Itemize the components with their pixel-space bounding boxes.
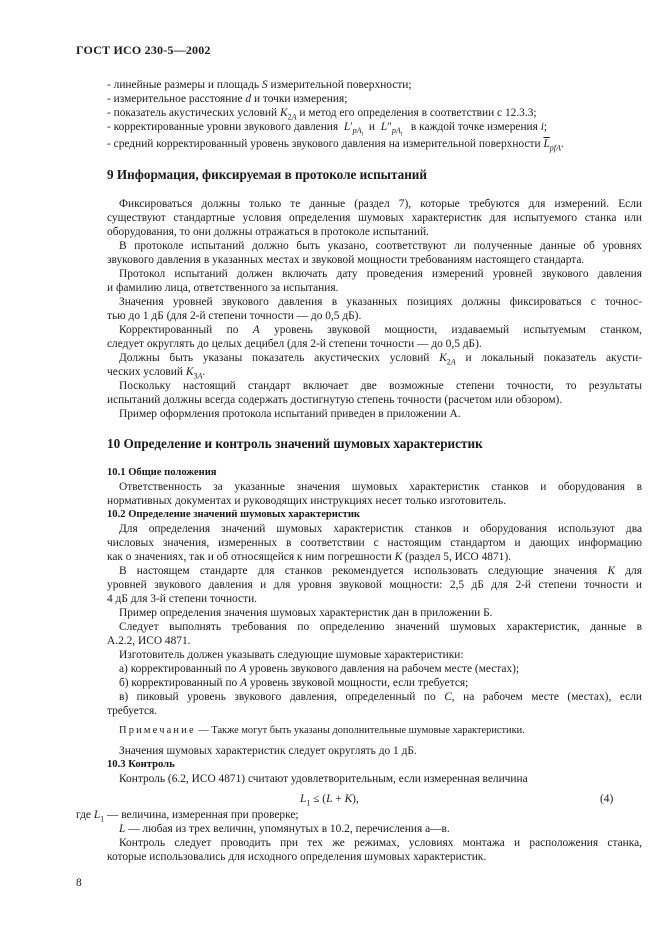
paragraph-line: А.2.2, ИСО 4871. [107,635,191,647]
paragraph-line: В протоколе испытаний должно быть указано, соответствуют ли полученные данные об уровнях [119,240,642,252]
paragraph-line: Для определения значений шумовых характеристик станков и оборудования используют два [119,523,642,535]
where-line: где $L_1$ — величина, измеренная при проверке; [76,809,299,824]
list-item-a: а) корректированный по A уровень звукового давления на рабочем месте (местах); [119,663,520,675]
paragraph-line: существуют стандартные условия определения шумовых характеристик для испытуемого станка или [107,212,642,224]
paragraph-line: и фамилию лица, ответственного за испытания. [107,282,339,294]
list-item-c-continuation: требуется. [107,705,158,717]
paragraph-line: Корректированный по A уровень звуковой мощности, издаваемый испытуемым станком, [119,324,642,336]
paragraph-line: Значения шумовых характеристик следует округлять до 1 дБ. [119,745,417,757]
paragraph-line: 4 дБ для 3-й степени точности. [107,593,258,605]
paragraph-line: Должны быть указаны показатель акустических условий $K_{2A}$ и локальный показатель акусти- [119,352,642,367]
paragraph-line: Контроль следует проводить при тех же режимах, условиях монтажа и расположения станка, [119,837,642,849]
paragraph-line: Изготовитель должен указывать следующие шумовые характеристики: [119,649,464,661]
paragraph-line: нормативных документах и руководящих инструкциях несет только изготовитель. [107,495,507,507]
note-label: Примечание [119,725,196,736]
paragraph-line: числовых значения, измеренных в соответствии с настоящим стандартом и дающих информацию [107,537,642,549]
paragraph-line: Поскольку настоящий стандарт включает две возможные степени точности, то результаты [119,380,642,392]
section-9-title: 9 Информация, фиксируемая в протоколе испытаний [107,167,428,182]
paragraph-line: звукового давления в указанных местах и звуковой мощности требованиям настоящего стандарта. [107,254,585,266]
paragraph-line: уровней звукового давления и для уровня звуковой мощности: 2,5 дБ для 2-й степени точности и [107,579,642,591]
page-number: 8 [76,877,82,889]
list-item-b: б) корректированный по A уровень звуковой мощности, если требуется; [119,677,469,689]
paragraph-line: испытаний должны всегда содержать достигнутую степень точности (расчетом или обзором). [107,394,563,406]
paragraph-line: оборудования, то они должны отражаться в протоколе испытаний. [107,226,429,238]
list-item-average-level: - средний корректированный уровень звукового давления на измерительной поверхности $\overline{L}_{pfA}$. [107,138,564,153]
paragraph-line: ческих условий $K_{3A}$. [107,366,206,381]
where-line: L — любая из трех величин, упомянутых в 10.2, перечисления а—в. [119,823,450,835]
list-item-acoustic-index: - показатель акустических условий $K_{2A}$ и метод его определения в соответствии с 12.3.3; [107,107,537,122]
list-item-corrected-levels: - корректированные уровни звукового давления $L'_{pA_i}$ и $L''_{pA_i}$ в каждой точке измерения i; [107,121,548,138]
subsection-10-3-title: 10.3 Контроль [107,759,175,770]
paragraph-line: как о значениях, так и об относящейся к ним погрешности K (раздел 5, ИСО 4871). [107,551,511,563]
subsection-10-1-title: 10.1 Общие положения [107,467,217,478]
paragraph-line: следует округлять до целых децибел (для 2-й степени точности — до 0,5 дБ). [107,338,482,350]
paragraph-line: Протокол испытаний должен включать дату проведения измерений уровней звукового давления [119,268,642,280]
paragraph-line: тью до 1 дБ (для 2-й степени точности — до 0,5 дБ). [107,310,362,322]
list-item-distance: - измерительное расстояние d и точки измерения; [107,93,348,105]
list-item-dimensions: - линейные размеры и площадь S измерительной поверхности; [107,79,412,91]
list-item-c: в) пиковый уровень звукового давления, определенный по C, на рабочем месте (местах), если [119,691,642,703]
subsection-10-2-title: 10.2 Определение значений шумовых характеристик [107,509,361,520]
formula: $L_1 \le (L + K)$, [300,793,359,808]
paragraph-line: Следует выполнять требования по определению значений шумовых характеристик, данные в [119,621,642,633]
paragraph-line: В настоящем стандарте для станков рекомендуется использовать следующие значения K для [119,565,642,577]
section-10-title: 10 Определение и контроль значений шумовых характеристик [107,436,483,451]
paragraph-line: Пример определения значения шумовых характеристик дан в приложении Б. [119,607,493,619]
formula-number: (4) [600,793,614,805]
paragraph-line: Значения уровней звукового давления в указанных позициях должны фиксироваться с точнос- [119,296,642,308]
paragraph-line: Пример оформления протокола испытаний приведен в приложении А. [119,408,461,420]
document-header: ГОСТ ИСО 230-5—2002 [76,43,211,57]
paragraph-line: Ответственность за указанные значения шумовых характеристик станков и оборудования в [119,481,642,493]
note-text: — Также могут быть указаны дополнительные шумовые характеристики. [195,725,525,736]
paragraph-line: Контроль (6.2, ИСО 4871) считают удовлетворительным, если измеренная величина [119,773,528,785]
paragraph-line: Фиксироваться должны только те данные (раздел 7), которые требуются для измерений. Если [119,198,642,210]
paragraph-line: которые использовались для исходного определения шумовых характеристик. [107,851,487,863]
note [119,724,654,738]
